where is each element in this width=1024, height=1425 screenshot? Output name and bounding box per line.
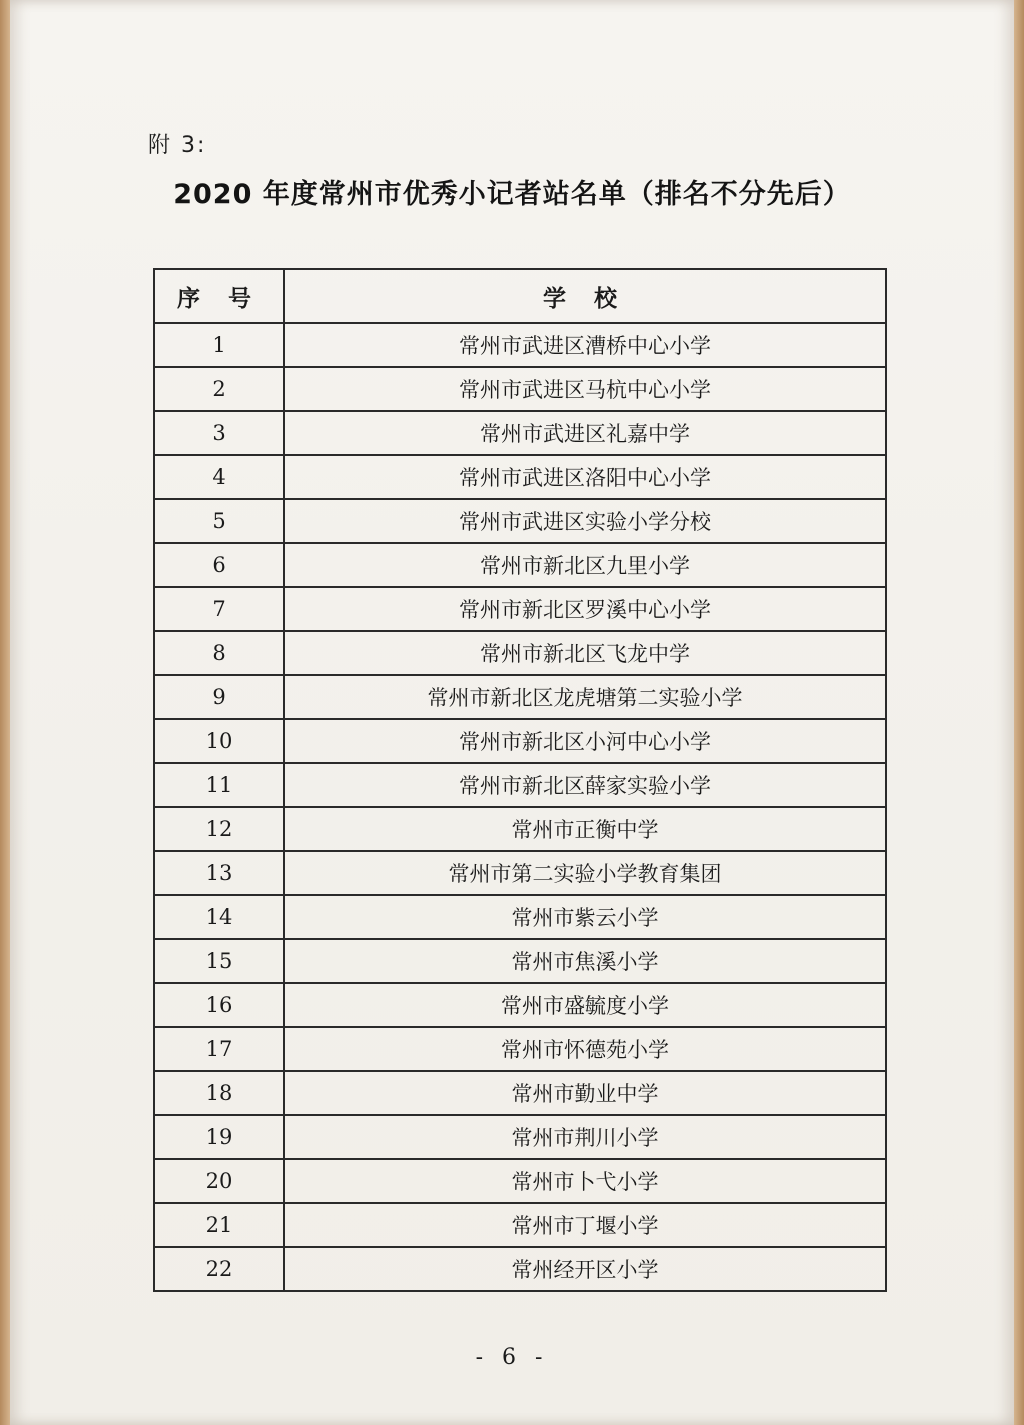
table-row	[154, 1027, 886, 1071]
school-name: 常州市第二实验小学教育集团	[284, 851, 886, 895]
header-row	[154, 269, 886, 323]
table-row	[154, 983, 886, 1027]
table-row	[154, 719, 886, 763]
table-row	[154, 499, 886, 543]
row-number: 1	[154, 323, 284, 367]
row-number: 15	[154, 939, 284, 983]
school-name: 常州市新北区薛家实验小学	[284, 763, 886, 807]
row-number: 20	[154, 1159, 284, 1203]
header-school: 学 校	[284, 269, 886, 323]
row-number: 8	[154, 631, 284, 675]
school-name: 常州市武进区洛阳中心小学	[284, 455, 886, 499]
row-number: 9	[154, 675, 284, 719]
school-name: 常州市卜弋小学	[284, 1159, 886, 1203]
row-number: 18	[154, 1071, 284, 1115]
row-number: 21	[154, 1203, 284, 1247]
school-name: 常州经开区小学	[284, 1247, 886, 1291]
row-number: 2	[154, 367, 284, 411]
row-number: 12	[154, 807, 284, 851]
table-row	[154, 587, 886, 631]
school-name: 常州市新北区小河中心小学	[284, 719, 886, 763]
school-name: 常州市怀德苑小学	[284, 1027, 886, 1071]
row-number: 10	[154, 719, 284, 763]
row-number: 7	[154, 587, 284, 631]
page-number: - 6 -	[475, 1345, 549, 1370]
row-number: 16	[154, 983, 284, 1027]
row-number: 22	[154, 1247, 284, 1291]
school-name: 常州市新北区罗溪中心小学	[284, 587, 886, 631]
school-name: 常州市勤业中学	[284, 1071, 886, 1115]
table-surface-right	[1014, 0, 1024, 1425]
table-row	[154, 543, 886, 587]
table-row	[154, 1071, 886, 1115]
school-name: 常州市武进区实验小学分校	[284, 499, 886, 543]
table-row	[154, 675, 886, 719]
school-name: 常州市荆川小学	[284, 1115, 886, 1159]
document-title: 2020 年度常州市优秀小记者站名单（排名不分先后）	[173, 179, 851, 210]
school-name: 常州市丁堰小学	[284, 1203, 886, 1247]
school-name: 常州市新北区飞龙中学	[284, 631, 886, 675]
row-number: 6	[154, 543, 284, 587]
table-surface-left	[0, 0, 10, 1425]
header-number: 序 号	[154, 269, 284, 323]
table-row	[154, 763, 886, 807]
school-name: 常州市武进区礼嘉中学	[284, 411, 886, 455]
table-row	[154, 1115, 886, 1159]
school-name: 常州市正衡中学	[284, 807, 886, 851]
school-list-table	[153, 268, 887, 1292]
table-row	[154, 631, 886, 675]
table-row	[154, 455, 886, 499]
school-name: 常州市新北区龙虎塘第二实验小学	[284, 675, 886, 719]
table-row	[154, 939, 886, 983]
school-name: 常州市新北区九里小学	[284, 543, 886, 587]
table-row	[154, 1203, 886, 1247]
school-name: 常州市武进区马杭中心小学	[284, 367, 886, 411]
row-number: 3	[154, 411, 284, 455]
row-number: 19	[154, 1115, 284, 1159]
school-name: 常州市武进区漕桥中心小学	[284, 323, 886, 367]
attachment-label: 附 3:	[148, 133, 207, 158]
table-row	[154, 367, 886, 411]
table-row	[154, 807, 886, 851]
school-name: 常州市盛毓度小学	[284, 983, 886, 1027]
table-header	[154, 269, 886, 323]
row-number: 5	[154, 499, 284, 543]
row-number: 11	[154, 763, 284, 807]
table-body	[154, 323, 886, 1291]
row-number: 4	[154, 455, 284, 499]
school-name: 常州市紫云小学	[284, 895, 886, 939]
school-name: 常州市焦溪小学	[284, 939, 886, 983]
table-row	[154, 851, 886, 895]
table-row	[154, 1247, 886, 1291]
row-number: 14	[154, 895, 284, 939]
table-row	[154, 1159, 886, 1203]
row-number: 17	[154, 1027, 284, 1071]
table-row	[154, 323, 886, 367]
row-number: 13	[154, 851, 284, 895]
table-row	[154, 895, 886, 939]
table-row	[154, 411, 886, 455]
